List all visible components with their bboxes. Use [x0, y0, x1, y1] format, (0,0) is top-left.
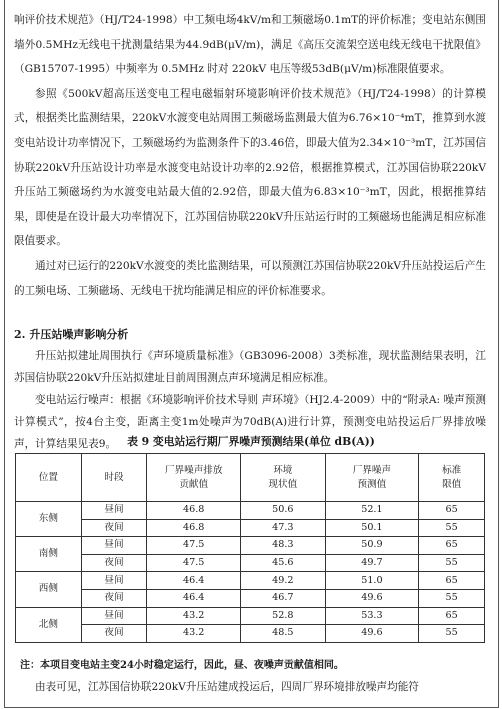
predicted-cell: 49.7 [325, 554, 419, 572]
background-cell: 48.3 [241, 537, 325, 555]
header-contribution: 厂界噪声排放 贡献值 [147, 454, 241, 502]
predicted-cell: 49.6 [325, 625, 419, 643]
period-cell: 昼间 [81, 607, 147, 625]
predicted-cell: 52.1 [325, 502, 419, 520]
period-cell: 夜间 [81, 589, 147, 607]
section-heading: 2. 升压站噪声影响分析 [14, 328, 129, 341]
background-cell: 49.2 [241, 572, 325, 590]
background-cell: 45.6 [241, 554, 325, 572]
table-row [16, 502, 485, 520]
contribution-cell: 43.2 [147, 607, 241, 625]
background-cell: 50.6 [241, 502, 325, 520]
limit-cell: 65 [419, 572, 485, 590]
predicted-cell: 49.6 [325, 589, 419, 607]
limit-cell: 55 [419, 589, 485, 607]
position-cell: 南侧 [16, 537, 82, 572]
background-cell: 48.5 [241, 625, 325, 643]
table-note: 注：本项目变电站主变24小时稳定运行，因此，昼、夜噪声贡献值相同。 [20, 660, 344, 671]
header-predicted: 厂界噪声 预测值 [325, 454, 419, 502]
limit-cell: 55 [419, 625, 485, 643]
contribution-cell: 43.2 [147, 625, 241, 643]
table-row [16, 625, 485, 643]
header-limit: 标准 限值 [419, 454, 485, 502]
paragraph-3: 通过对已运行的220kV水渡变的类比监测结果，可以预测江苏国信协联220kV升压站投运后产生的工频电场、工频磁场、无线电干扰均能满足相应的评价标准要求。 [14, 259, 486, 297]
predicted-cell: 51.0 [325, 572, 419, 590]
limit-cell: 55 [419, 519, 485, 537]
paragraph-6: 由表可见，江苏国信协联220kV升压站建成投运后，四周厂界环境排放噪声均能符 [35, 681, 419, 693]
noise-prediction-table [15, 453, 485, 643]
period-cell: 夜间 [81, 625, 147, 643]
header-background: 环境 现状值 [241, 454, 325, 502]
table-row [16, 537, 485, 555]
contribution-cell: 47.5 [147, 537, 241, 555]
paragraph-5: 变电站运行噪声：根据《环境影响评价技术导则 声环境》（HJ2.4-2009）中的“附录A: 噪声预测计算模式”，按4台主变，距离主变1m处噪声为70dB(A)进行计算，预测变电站投运后厂界排放噪声，计算结果见表9。 [14, 394, 486, 450]
table-row [16, 519, 485, 537]
contribution-cell: 46.4 [147, 589, 241, 607]
period-cell: 昼间 [81, 537, 147, 555]
table-caption: 表 9 变电站运行期厂界噪声预测结果(单位 dB(A)) [127, 435, 375, 448]
predicted-cell: 50.1 [325, 519, 419, 537]
paragraph-2: 参照《500kV超高压送变电工程电磁辐射环境影响评价技术规范》（HJ/T24-1998）的计算模式，根据类比监测结果，220kV水渡变电站周围工频磁场监测最大值为6.76×10⁻⁴mT，推算到水渡变电站设计功率情况下，工频磁场约为监测条件下的3.46倍，即最大值为2.34×10⁻³mT，江苏国信协联220kV升压站设计功率是水渡变电站设计功率的2.92倍，根据推算模式，江苏国信协联220kV升压站工频磁场约为水渡变电站最大值的2.92倍，即最大值为6.83×10⁻³mT，因此，根据推算结果，即使是在设计最大功率情况下，江苏国信协联220kV升压站运行时的工频磁场也能满足相应标准限值要求。 [14, 87, 486, 248]
background-cell: 46.7 [241, 589, 325, 607]
header-period: 时段 [81, 454, 147, 502]
table-row [16, 554, 485, 572]
period-cell: 昼间 [81, 502, 147, 520]
period-cell: 夜间 [81, 519, 147, 537]
limit-cell: 65 [419, 537, 485, 555]
background-cell: 52.8 [241, 607, 325, 625]
paragraph-4: 升压站拟建址周围执行《声环境质量标准》（GB3096-2008）3类标准，现状监测结果表明，江苏国信协联220kV升压站拟建址目前周围测点声环境满足相应标准。 [14, 350, 486, 384]
predicted-cell: 53.3 [325, 607, 419, 625]
contribution-cell: 46.8 [147, 519, 241, 537]
background-cell: 47.3 [241, 519, 325, 537]
period-cell: 昼间 [81, 572, 147, 590]
header-position: 位置 [16, 454, 82, 502]
period-cell: 夜间 [81, 554, 147, 572]
position-cell: 西侧 [16, 572, 82, 607]
position-cell: 北侧 [16, 607, 82, 642]
table-row [16, 572, 485, 590]
limit-cell: 65 [419, 607, 485, 625]
predicted-cell: 50.9 [325, 537, 419, 555]
position-cell: 东侧 [16, 502, 82, 537]
contribution-cell: 47.5 [147, 554, 241, 572]
body-text-top [14, 8, 486, 303]
table-row [16, 589, 485, 607]
limit-cell: 55 [419, 554, 485, 572]
contribution-cell: 46.8 [147, 502, 241, 520]
table-row [16, 607, 485, 625]
paragraph-1: 响评价技术规范》（HJ/T24-1998）中工频电场4kV/m和工频磁场0.1mT的评价标准；变电站东侧围墙外0.5MHz无线电干扰测量结果为44.9dB(μV/m)，满足《高压交流架空送电线无线电干扰限值》（GB15707-1995）中频率为 0.5MHz 时对 220kV 电压等级53dB(μV/m)标准限值要求。 [14, 14, 486, 76]
table-header-row [16, 454, 485, 502]
contribution-cell: 46.4 [147, 572, 241, 590]
limit-cell: 65 [419, 502, 485, 520]
